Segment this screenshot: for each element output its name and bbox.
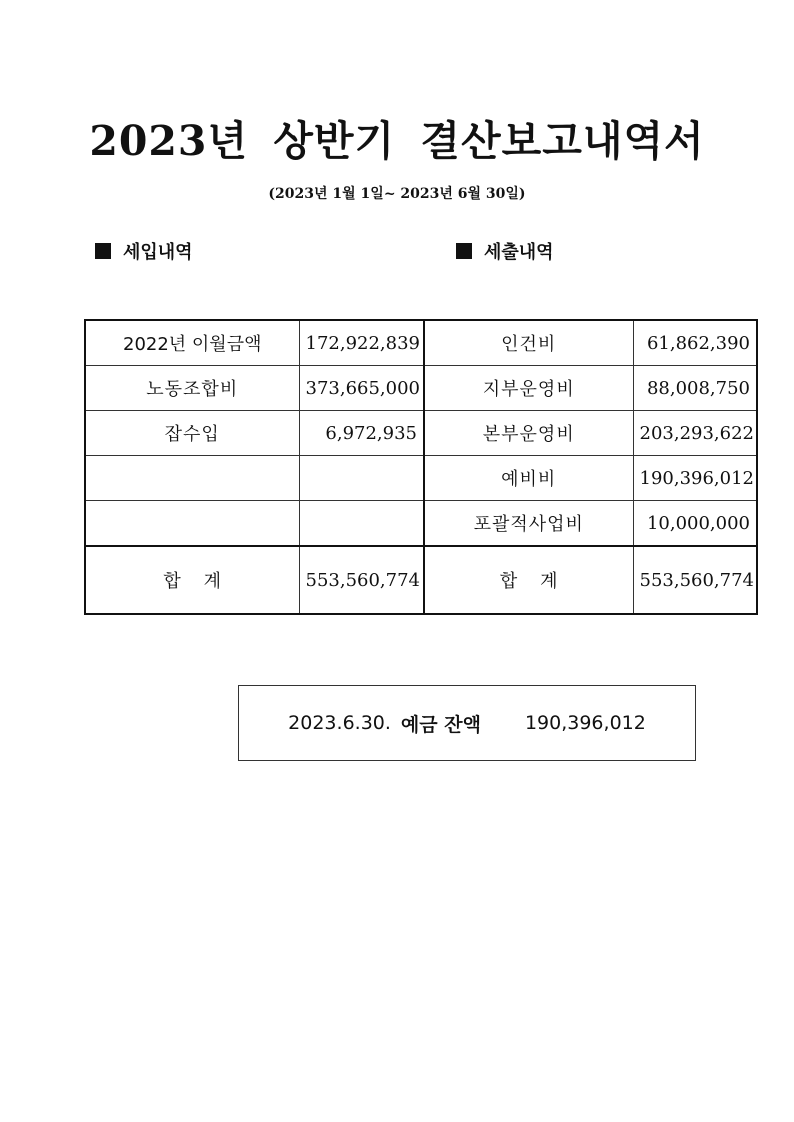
settlement-table [84, 319, 758, 615]
expense-item-amount: 203,293,622 [633, 411, 757, 456]
income-total-amount: 553,560,774 [299, 546, 424, 614]
income-item-amount [299, 501, 424, 547]
income-item-label: 노동조합비 [85, 366, 299, 411]
deposit-balance-box [238, 685, 696, 761]
total-row [85, 546, 757, 614]
expense-item-amount: 61,862,390 [633, 320, 757, 366]
table-row [85, 456, 757, 501]
expense-item-label: 인건비 [424, 320, 633, 366]
expense-heading-label: 세출내역 [484, 242, 554, 263]
income-item-label: 잡수입 [85, 411, 299, 456]
expense-total-label: 합 계 [424, 546, 633, 614]
income-item-label: 2022년 이월금액 [85, 320, 299, 366]
income-item-label [85, 501, 299, 547]
income-heading-label: 세입내역 [123, 242, 193, 263]
income-item-amount: 373,665,000 [299, 366, 424, 411]
expense-item-label: 지부운영비 [424, 366, 633, 411]
table-row [85, 501, 757, 547]
table-row [85, 411, 757, 456]
balance-amount: 190,396,012 [524, 712, 646, 734]
income-total-label: 합 계 [85, 546, 299, 614]
expense-section-heading [456, 238, 554, 264]
expense-item-amount: 88,008,750 [633, 366, 757, 411]
expense-total-amount: 553,560,774 [633, 546, 757, 614]
expense-item-amount: 10,000,000 [633, 501, 757, 547]
black-square-icon [95, 243, 111, 259]
expense-item-label: 포괄적사업비 [424, 501, 633, 547]
income-item-amount: 6,972,935 [299, 411, 424, 456]
table-row [85, 366, 757, 411]
income-item-amount [299, 456, 424, 501]
income-section-heading [95, 238, 193, 264]
black-square-icon [456, 243, 472, 259]
balance-date: 2023.6.30. [288, 712, 391, 734]
table-row [85, 320, 757, 366]
income-item-amount: 172,922,839 [299, 320, 424, 366]
expense-item-label: 본부운영비 [424, 411, 633, 456]
document-title: 2023년 상반기 결산보고내역서 [89, 117, 705, 165]
income-item-label [85, 456, 299, 501]
balance-label: 예금 잔액 [400, 713, 481, 736]
expense-item-label: 예비비 [424, 456, 633, 501]
report-period: (2023년 1월 1일~ 2023년 6월 30일) [268, 186, 526, 202]
expense-item-amount: 190,396,012 [633, 456, 757, 501]
